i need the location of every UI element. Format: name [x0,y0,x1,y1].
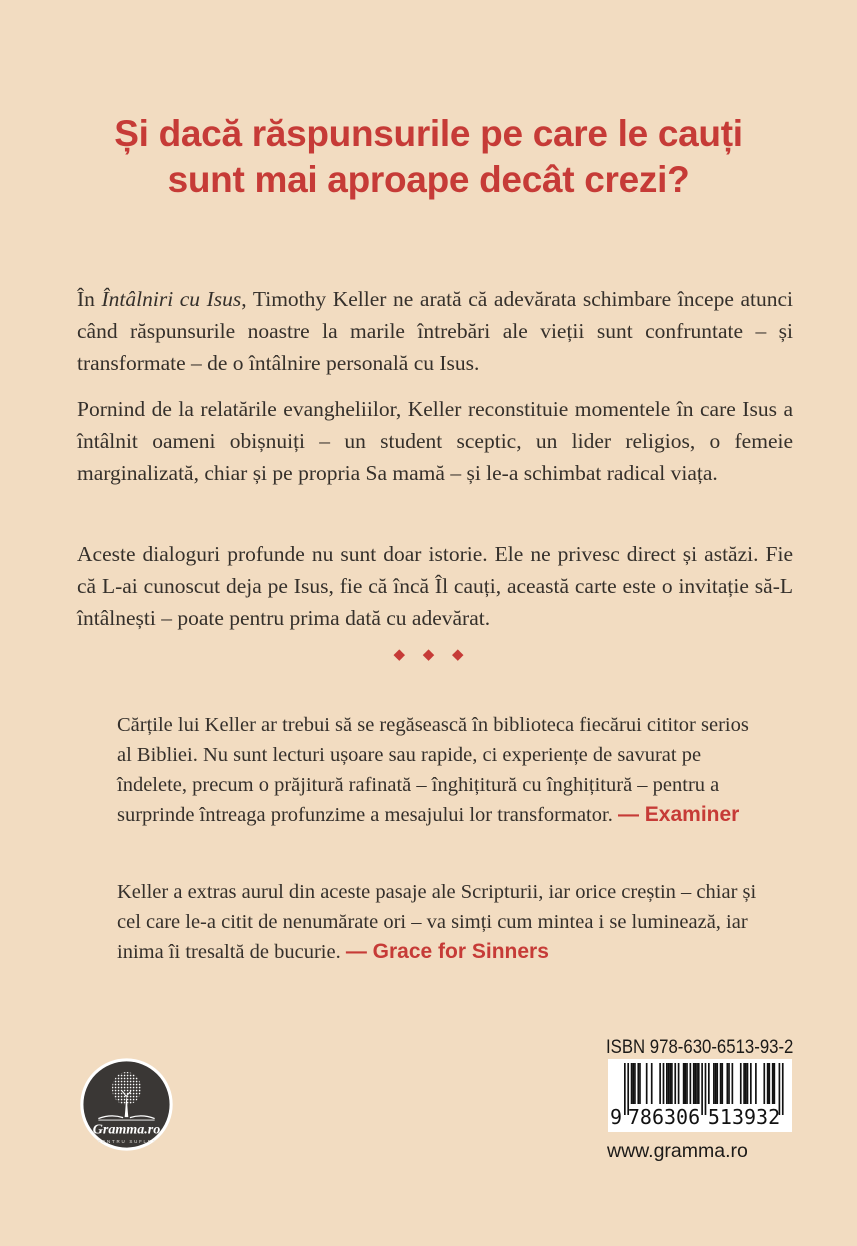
tree-icon [78,1056,175,1153]
intro-after-title: , Timothy Keller ne arată că adevărata schimbare începe atunci când răspunsurile noastre la marile întrebări ale vieții sunt confruntate – și transformate – de o întâlnire personală cu Isus. [77,286,793,376]
diamond-ornament-icon: ◆ ◆ ◆ [393,647,471,663]
isbn-label: ISBN 978-630-6513-93-2 [606,1036,794,1058]
publisher-website: www.gramma.ro [607,1140,748,1162]
barcode-digit-group-3: 513932 [707,1105,781,1129]
review-attribution: — Grace for Sinners [345,939,549,963]
barcode-digit-group-2: 786306 [627,1105,701,1129]
body-paragraph-2: Pornind de la relatările evangheliilor, Keller reconstituie momentele în care Isus a întâlnit oameni obișnuiți – un student sceptic, un lider religios, o femeie marginalizată, chiar și pe propria Sa mamă – și le-a schimbat radical viața. [77,396,793,486]
headline-line-2: sunt mai aproape decât crezi? [167,158,690,200]
review-attribution: — Examiner [617,802,740,826]
intro-paragraph [77,283,793,380]
publisher-name: Gramma.ro [92,1121,161,1138]
review-text: Keller a extras aurul din aceste pasaje ale Scripturii, iar orice creștin – chiar și cel care le-a citit de nenumărate ori – va simți cum mintea i se luminează, iar inima îi tresaltă de bucurie. [117,880,757,963]
publisher-tagline: PENTRU SUFLET [97,1138,157,1144]
barcode-bars-icon [608,1059,792,1132]
review-quote-1 [117,710,759,830]
barcode-digit-group-1: 9 [610,1105,623,1129]
publisher-logo [78,1056,175,1153]
headline-line-1: Și dacă răspunsurile pe care le cauți [114,112,743,154]
body-paragraph-3: Aceste dialoguri profunde nu sunt doar istorie. Ele ne privesc direct și astăzi. Fie că L-ai cunoscut deja pe Isus, fie că încă Îl cauți, această carte este o invitație să-L întâlnești – poate pentru prima dată cu adevărat. [77,541,793,631]
review-text: Cărțile lui Keller ar trebui să se regăsească în biblioteca fiecărui cititor serios al Bibliei. Nu sunt lecturi ușoare sau rapide, ci experiențe de savurat pe îndelete, precum o prăjitură rafinată – înghițitură cu înghițitură – pentru a surprinde întreaga profunzime a mesajului lor transformator. [117,713,749,826]
barcode [608,1059,792,1132]
book-title: Întâlniri cu Isus [101,286,242,311]
headline [0,111,857,203]
intro-before-title: În [77,286,102,311]
review-quote-2 [117,877,759,967]
